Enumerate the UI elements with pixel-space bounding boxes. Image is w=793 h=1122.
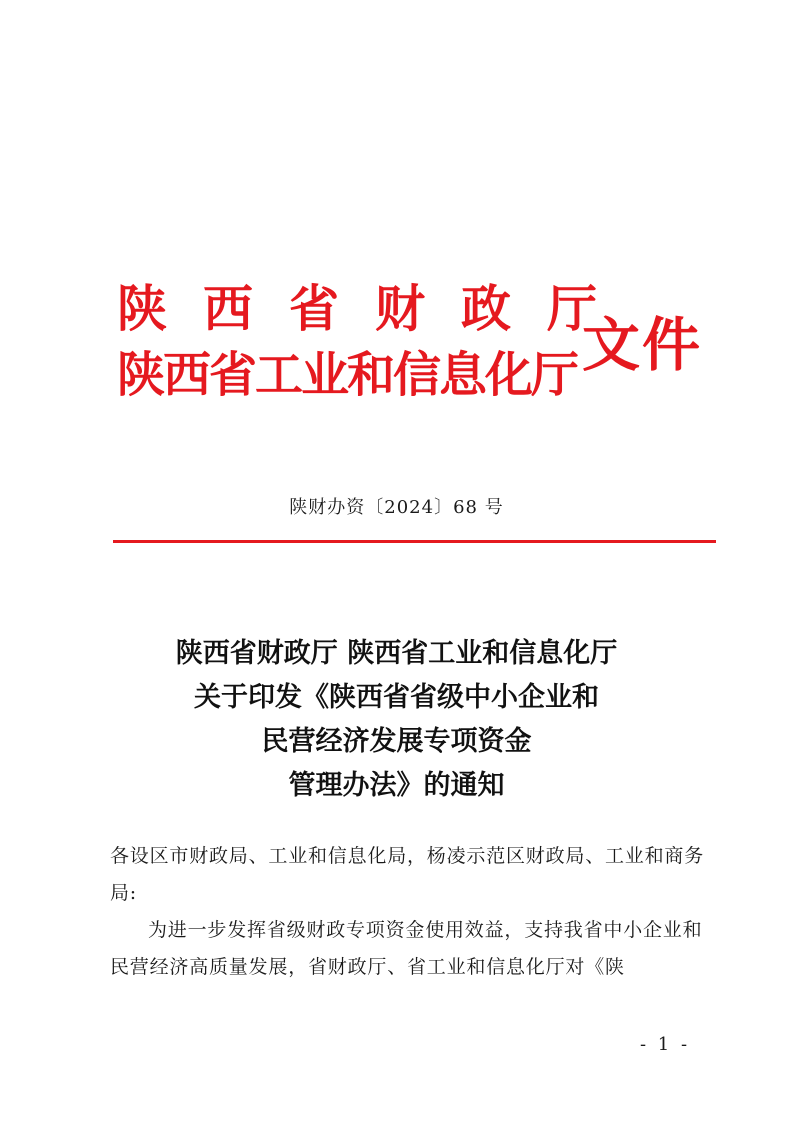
issuer-industry-department: 陕西省工业和信息化厅	[117, 347, 578, 403]
title-line-4: 管理办法》的通知	[288, 770, 505, 801]
title-line-2: 关于印发《陕西省省级中小企业和	[194, 682, 599, 713]
document-number: 陕财办资〔2024〕68 号	[289, 497, 504, 518]
title-line-1: 陕西省财政厅 陕西省工业和信息化厅	[175, 638, 618, 669]
recipients-paragraph: 各设区市财政局、工业和信息化局，杨凌示范区财政局、工业和商务局:	[110, 845, 705, 904]
document-type-label: 文件	[582, 311, 703, 379]
issuer-finance-department: 陕西省财政厅	[117, 280, 633, 338]
page-number: - 1 -	[640, 1034, 691, 1055]
document-title	[0, 632, 793, 808]
red-divider-line	[113, 540, 716, 543]
body-paragraph-1: 为进一步发挥省级财政专项资金使用效益，支持我省中小企业和民营经济高质量发展，省财政厅、省工业和信息化厅对《陕	[110, 919, 703, 978]
document-body	[110, 838, 710, 986]
red-masthead	[117, 278, 717, 418]
title-line-3: 民营经济发展专项资金	[261, 726, 532, 757]
